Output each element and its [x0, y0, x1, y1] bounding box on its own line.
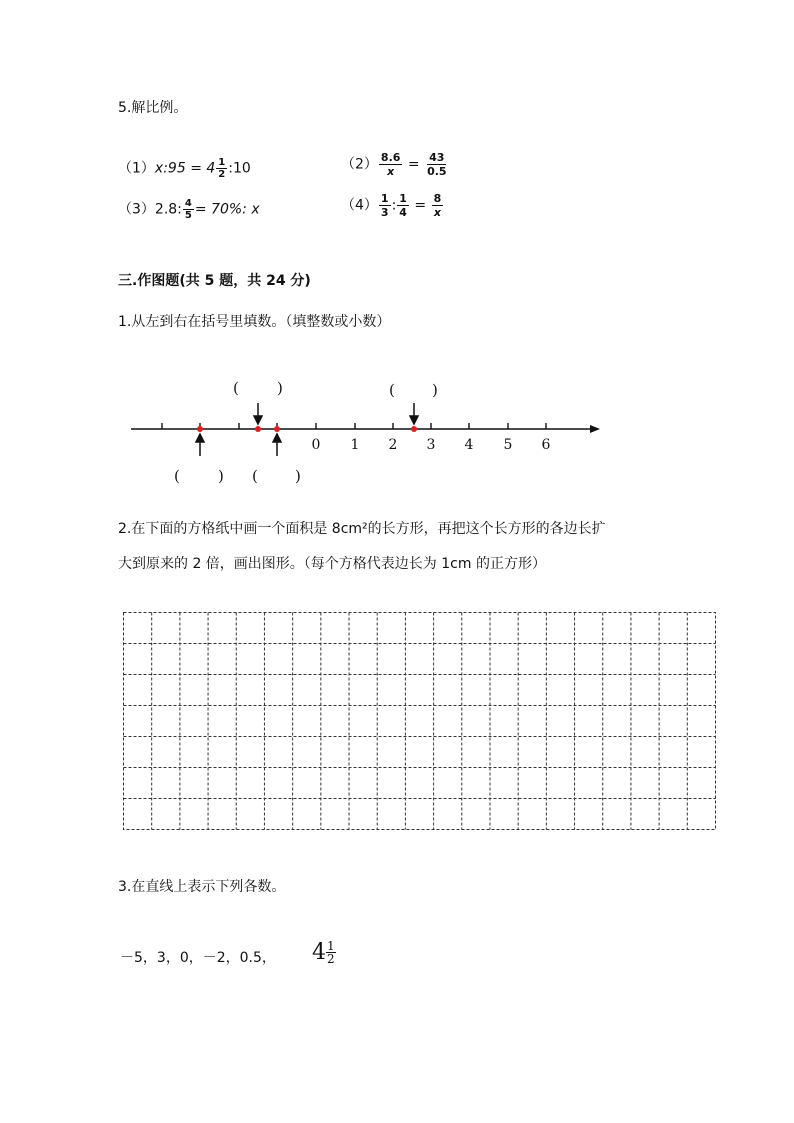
tick-label-2: 2 [388, 437, 398, 453]
answer-paren-d-close: ) [432, 381, 438, 399]
answer-paren-c-close: ) [295, 467, 301, 485]
q5-p4-f2-den: 4 [399, 206, 407, 219]
q5-p1-frac-den: 2 [218, 169, 226, 180]
q5-p3-tail: = 70%: x [194, 201, 260, 218]
q5-p2-f1-num: 8.6 [380, 151, 401, 164]
answer-paren-b-close: ) [277, 379, 283, 397]
point-a [197, 426, 203, 432]
q2-line-1: 2.在下面的方格纸中画一个面积是 8cm²的长方形，再把这个长方形的各边长扩 [118, 521, 606, 537]
q3-title: 3.在直线上表示下列各数。 [118, 879, 286, 895]
q5-p1-lhs: x:95 = 4 [154, 160, 216, 177]
arrow-down-b-head [254, 416, 262, 424]
q5-p4-f3-den: x [433, 206, 441, 219]
tick-label-1: 1 [350, 437, 360, 453]
q1-title: 1.从左到右在括号里填数。（填整数或小数） [118, 314, 391, 330]
q3-mixed-whole: 4 [312, 940, 326, 965]
number-line-arrowhead [590, 425, 600, 433]
tick-label-3: 3 [426, 437, 436, 453]
grid-border [124, 613, 716, 830]
q5-p4-f1-den: 3 [380, 206, 389, 219]
q5-p2-f2-den: 0.5 [427, 165, 447, 178]
q5-p4-label: （4） [341, 197, 378, 214]
answer-paren-d-open: ( [389, 381, 395, 399]
q5-p2-f2-num: 43 [429, 151, 445, 164]
q5-p4-equals: = [414, 197, 427, 214]
q5-p3-frac-den: 5 [184, 210, 192, 221]
tick-label-6: 6 [541, 437, 551, 453]
answer-paren-a-open: ( [174, 467, 180, 485]
arrow-up-c-head [273, 434, 281, 442]
q3-mixed-den: 2 [327, 952, 335, 966]
q3-mixed-number [312, 940, 336, 965]
q5-p3-lhs: 2.8: [154, 201, 182, 218]
q5-p1-frac-num: 1 [218, 157, 226, 168]
q5-p1-tail: :10 [228, 160, 251, 177]
point-b [255, 426, 261, 432]
q5-p2-f1-den: x [387, 165, 395, 178]
arrow-up-a-head [196, 434, 204, 442]
q5-p4-f2-num: 1 [399, 192, 407, 205]
tick-label-5: 5 [503, 437, 513, 453]
q2-line-2: 大到原来的 2 倍，画出图形。（每个方格代表边长为 1cm 的正方形） [118, 556, 546, 572]
answer-paren-a-close: ) [218, 467, 224, 485]
q5-p4-f3-num: 8 [433, 192, 442, 205]
point-d [411, 426, 417, 432]
tick-label-4: 4 [464, 437, 474, 453]
grid-paper [124, 613, 716, 830]
q5-p1-label: （1） [118, 160, 155, 177]
q5-p4-colon: : [391, 197, 397, 214]
point-c [274, 426, 280, 432]
q5-p3-frac-num: 4 [184, 198, 192, 209]
answer-paren-c-open: ( [252, 467, 258, 485]
q5-p2-equals: = [407, 156, 420, 173]
q3-mixed-fraction [326, 940, 336, 965]
q5-p3-label: （3） [118, 201, 155, 218]
arrow-down-d-head [410, 416, 418, 424]
section-3-heading: 三.作图题(共 5 题，共 24 分) [118, 273, 311, 289]
q3-numbers: －5，3，0，－2，0.5， [120, 950, 276, 966]
answer-paren-b-open: ( [233, 379, 239, 397]
tick-label-0: 0 [311, 437, 321, 453]
q3-mixed-num: 1 [327, 939, 335, 953]
q5-p2-label: （2） [341, 156, 378, 173]
q5-p4-f1-num: 1 [380, 192, 389, 205]
q5-title: 5.解比例。 [118, 100, 188, 116]
